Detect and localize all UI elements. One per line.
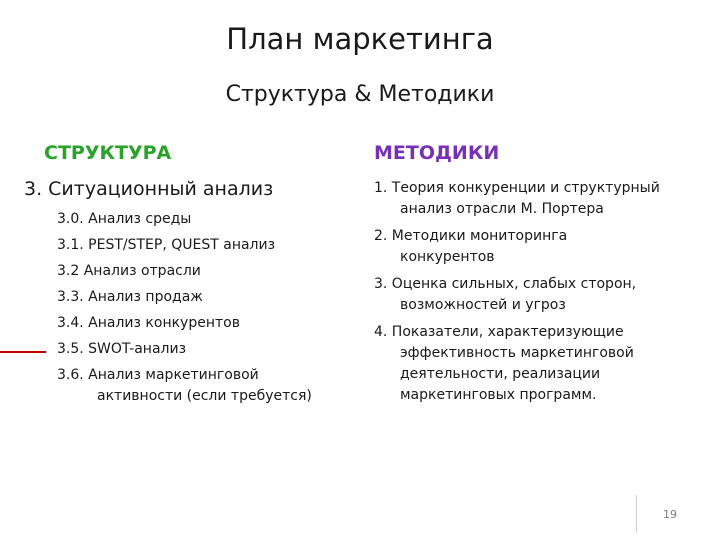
methods-heading: МЕТОДИКИ (374, 142, 500, 164)
slide-title: План маркетинга (226, 22, 494, 56)
method-item (374, 274, 694, 316)
list-item-line2: активности (если требуется) (97, 388, 312, 404)
situational-analysis-heading: 3. Ситуационный анализ (24, 178, 274, 200)
methods-list (374, 178, 694, 412)
list-item: 3.4. Анализ конкурентов (57, 315, 240, 331)
method-item (374, 226, 694, 268)
method-line1: 3. Оценка сильных, слабых сторон, (374, 276, 637, 292)
method-continuation: конкурентов (400, 249, 495, 265)
method-line1: 2. Методики мониторинга (374, 228, 568, 244)
method-item (374, 178, 694, 220)
page-number: 19 (663, 508, 677, 521)
slide-subtitle: Структура & Методики (225, 82, 495, 107)
method-continuation: эффективность маркетинговой деятельности, реализации маркетинговых программ. (400, 345, 634, 403)
list-item: 3.3. Анализ продаж (57, 289, 203, 305)
list-item-line1: 3.6. Анализ маркетинговой (57, 367, 259, 383)
footer-divider (636, 495, 637, 533)
list-item: 3.0. Анализ среды (57, 211, 192, 227)
method-continuation: анализ отрасли М. Портера (400, 201, 604, 217)
swot-marker-line (0, 351, 46, 353)
list-item: 3.2 Анализ отрасли (57, 263, 201, 279)
structure-heading: СТРУКТУРА (44, 142, 172, 164)
method-line1: 1. Теория конкуренции и структурный (374, 180, 660, 196)
list-item (57, 364, 312, 410)
list-item: 3.1. PEST/STEP, QUEST анализ (57, 237, 276, 253)
structure-list (57, 208, 312, 410)
list-item-swot: 3.5. SWOT-анализ (57, 341, 187, 357)
method-line1: 4. Показатели, характеризующие (374, 324, 624, 340)
method-continuation: возможностей и угроз (400, 297, 566, 313)
method-item (374, 322, 694, 406)
